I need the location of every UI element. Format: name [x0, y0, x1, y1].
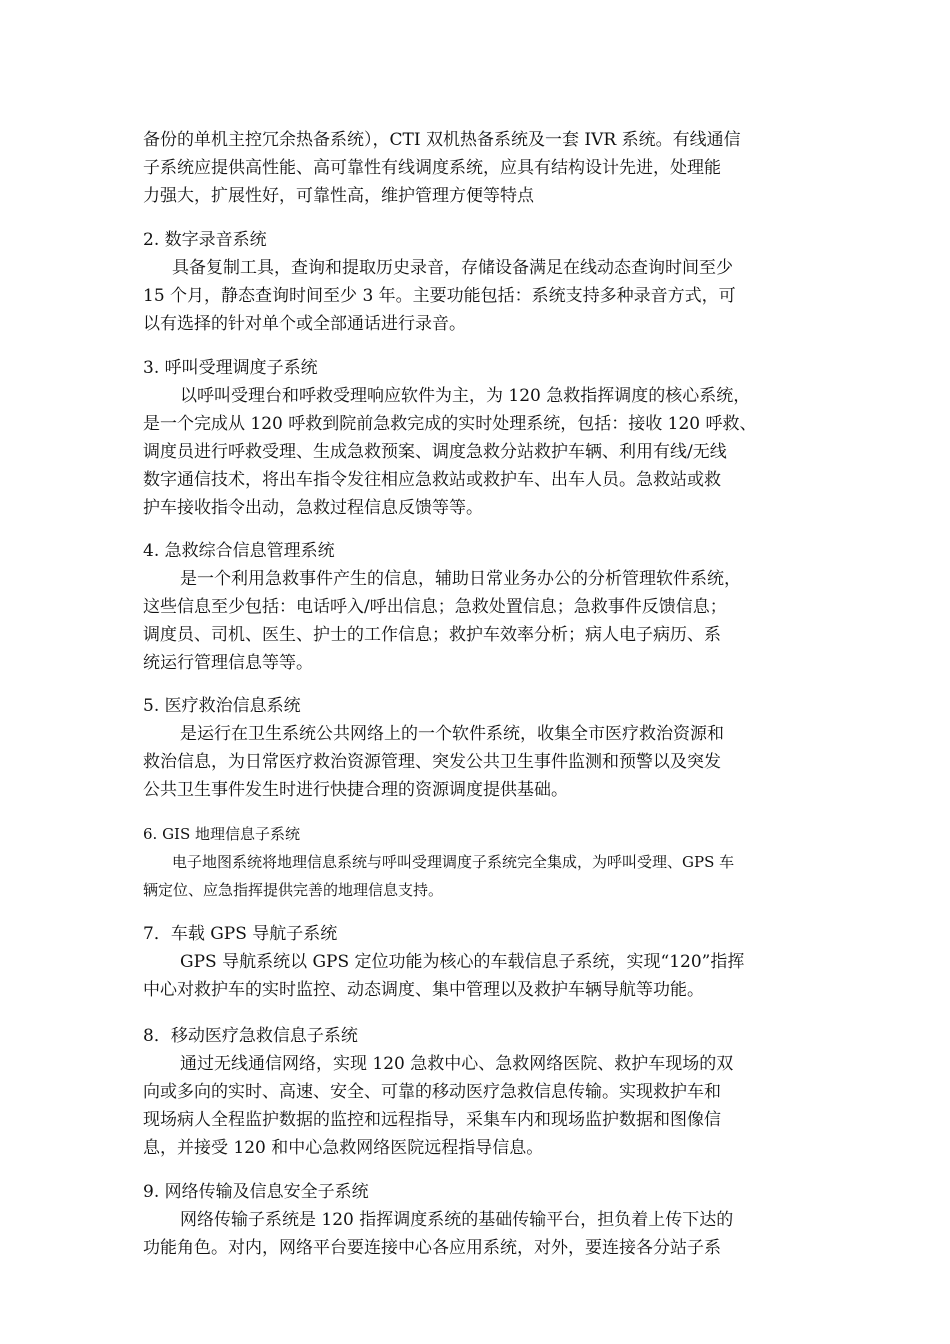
- section-heading-call-dispatch: 3. 呼叫受理调度子系统: [143, 358, 318, 378]
- paragraph-line: 功能角色。对内，网络平台要连接中心各应用系统，对外，要连接各分站子系: [143, 1238, 721, 1258]
- paragraph-line: 是运行在卫生系统公共网络上的一个软件系统，收集全市医疗救治资源和: [180, 724, 724, 744]
- intro-line: 备份的单机主控冗余热备系统），CTI 双机热备系统及一套 IVR 系统。有线通信: [143, 130, 741, 150]
- intro-line: 子系统应提供高性能、高可靠性有线调度系统，应具有结构设计先进，处理能: [143, 158, 721, 178]
- paragraph-line: 统运行管理信息等等。: [143, 653, 313, 673]
- section-heading-mobile-medical: 8．移动医疗急救信息子系统: [143, 1026, 358, 1046]
- paragraph-line: 具备复制工具，查询和提取历史录音，存储设备满足在线动态查询时间至少: [172, 258, 733, 278]
- paragraph-line: GPS 导航系统以 GPS 定位功能为核心的车载信息子系统，实现“120”指挥: [180, 952, 745, 972]
- paragraph-line: 辆定位、应急指挥提供完善的地理信息支持。: [143, 881, 444, 899]
- paragraph-line: 现场病人全程监护数据的监控和远程指导，采集车内和现场监护数据和图像信: [143, 1110, 721, 1130]
- paragraph-line: 公共卫生事件发生时进行快捷合理的资源调度提供基础。: [143, 780, 568, 800]
- paragraph-line: 是一个利用急救事件产生的信息，辅助日常业务办公的分析管理软件系统，: [180, 569, 741, 589]
- section-heading-digital-recording: 2. 数字录音系统: [143, 230, 267, 250]
- paragraph-line: 息，并接受 120 和中心急救网络医院远程指导信息。: [143, 1138, 544, 1158]
- paragraph-line: 调度员进行呼救受理、生成急救预案、调度急救分站救护车辆、利用有线/无线: [143, 442, 727, 462]
- section-heading-gis: 6. GIS 地理信息子系统: [143, 825, 301, 843]
- paragraph-line: 这些信息至少包括：电话呼入/呼出信息；急救处置信息；急救事件反馈信息；: [143, 597, 727, 617]
- intro-line: 力强大，扩展性好，可靠性高，维护管理方便等特点: [143, 186, 534, 206]
- paragraph-line: 以有选择的针对单个或全部通话进行录音。: [143, 314, 466, 334]
- paragraph-line: 护车接收指令出动，急救过程信息反馈等等。: [143, 498, 483, 518]
- paragraph-line: 是一个完成从 120 呼救到院前急救完成的实时处理系统，包括：接收 120 呼救、: [143, 414, 757, 434]
- section-heading-medical-treatment: 5. 医疗救治信息系统: [143, 696, 301, 716]
- paragraph-line: 通过无线通信网络，实现 120 急救中心、急救网络医院、救护车现场的双: [180, 1054, 734, 1074]
- paragraph-line: 数字通信技术，将出车指令发往相应急救站或救护车、出车人员。急救站或救: [143, 470, 721, 490]
- paragraph-line: 网络传输子系统是 120 指挥调度系统的基础传输平台，担负着上传下达的: [180, 1210, 734, 1230]
- paragraph-line: 向或多向的实时、高速、安全、可靠的移动医疗急救信息传输。实现救护车和: [143, 1082, 721, 1102]
- section-heading-info-management: 4. 急救综合信息管理系统: [143, 541, 335, 561]
- paragraph-line: 15 个月，静态查询时间至少 3 年。主要功能包括：系统支持多种录音方式，可: [143, 286, 736, 306]
- paragraph-line: 救治信息，为日常医疗救治资源管理、突发公共卫生事件监测和预警以及突发: [143, 752, 721, 772]
- section-heading-vehicle-gps: 7．车载 GPS 导航子系统: [143, 924, 338, 944]
- paragraph-line: 以呼叫受理台和呼救受理响应软件为主，为 120 急救指挥调度的核心系统，: [180, 386, 751, 406]
- paragraph-line: 调度员、司机、医生、护士的工作信息；救护车效率分析；病人电子病历、系: [143, 625, 721, 645]
- paragraph-line: 电子地图系统将地理信息系统与呼叫受理调度子系统完全集成，为呼叫受理、GPS 车: [172, 853, 735, 871]
- paragraph-line: 中心对救护车的实时监控、动态调度、集中管理以及救护车辆导航等功能。: [143, 980, 704, 1000]
- section-heading-network-security: 9. 网络传输及信息安全子系统: [143, 1182, 369, 1202]
